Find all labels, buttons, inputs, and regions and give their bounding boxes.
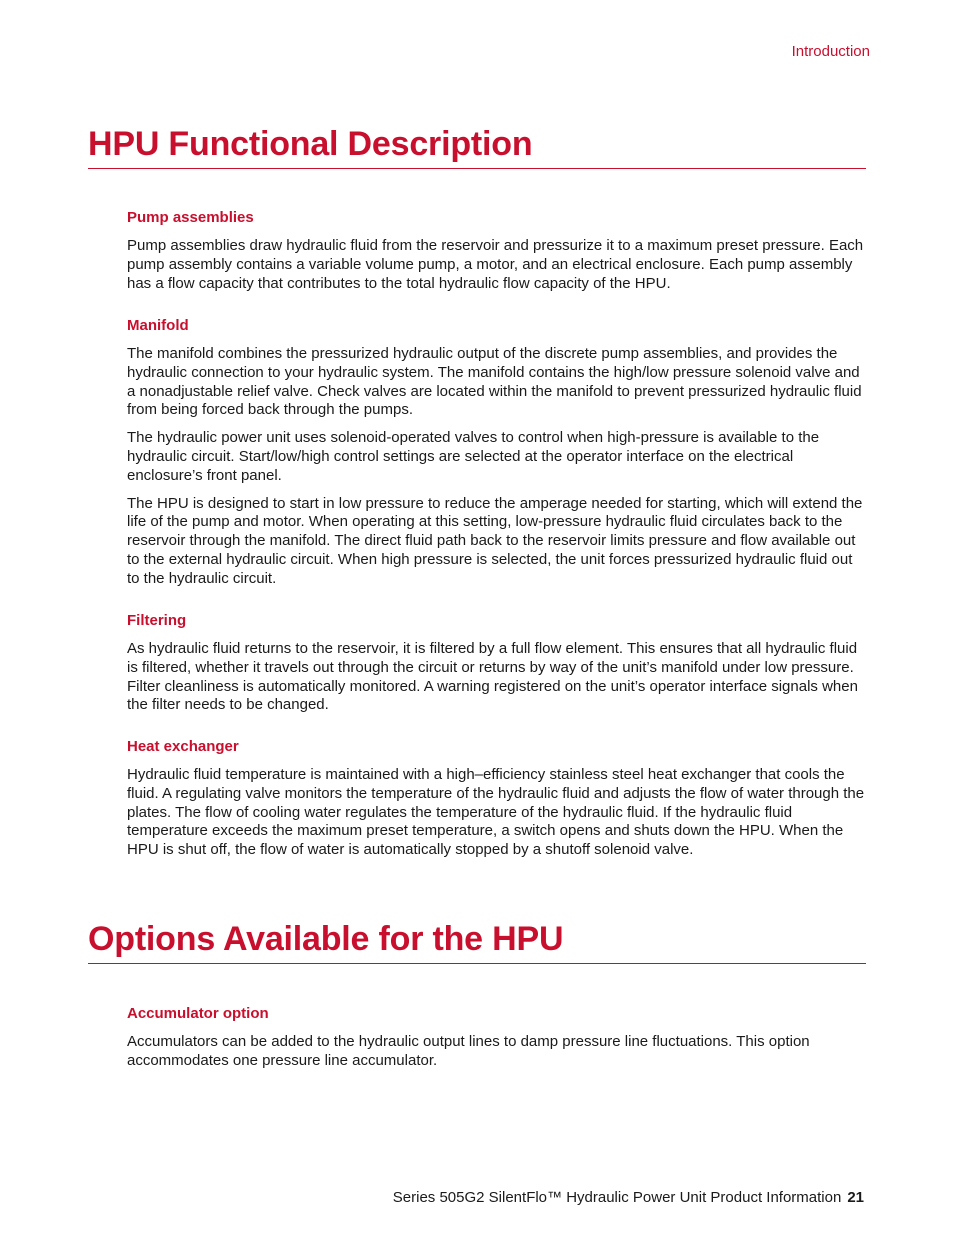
subsection-manifold (127, 317, 867, 598)
paragraph: As hydraulic fluid returns to the reservoir, it is filtered by a full flow element. This ensures that all hydraulic fluid is filtered, whether it travels out through the circuit or returns by way of the unit’s manifold under low pressure. Filter cleanliness is automatically monitored. A warning registered on the unit’s operator interface signals when the filter needs to be changed. (127, 640, 858, 714)
section-title-hpu-functional-description: HPU Functional Description (88, 124, 866, 169)
subsection-heading: Manifold (127, 317, 189, 334)
paragraph: The HPU is designed to start in low pressure to reduce the amperage needed for starting, which will extend the life of the pump and motor. When operating at this setting, low-pressure hydraulic fluid circulates back to the reservoir through the manifold. The direct fluid path back to the reservoir limits pressure and flow available out to the external hydraulic circuit. When high pressure is selected, the unit forces pressurized hydraulic fluid out to the hydraulic circuit. (127, 494, 863, 587)
subsection-accumulator-option (127, 1005, 867, 1080)
subsection-heading: Heat exchanger (127, 738, 239, 755)
paragraph: The hydraulic power unit uses solenoid-operated valves to control when high-pressure is available to the hydraulic circuit. Start/low/high control settings are selected at the operator interface on the electrical enclosure’s front panel. (127, 429, 820, 484)
subsection-heading: Pump assemblies (127, 209, 254, 226)
paragraph: The manifold combines the pressurized hydraulic output of the discrete pump assemblies, and provides the hydraulic connection to your hydraulic system. The manifold contains the high/low pressure solenoid valve and a nonadjustable relief valve. Check valves are located within the manifold to prevent pressurized hydraulic fluid from being forced back through the pumps. (127, 345, 862, 419)
running-head: Introduction (791, 43, 870, 60)
section-title-options-available: Options Available for the HPU (88, 919, 866, 964)
subsection-heading: Accumulator option (127, 1005, 269, 1022)
footer-title: Series 505G2 SilentFlo™ Hydraulic Power Unit Product Information (392, 1189, 842, 1206)
subsection-pump-assemblies (127, 209, 867, 302)
paragraph: Hydraulic fluid temperature is maintained with a high–efficiency stainless steel heat exchanger that cools the fluid. A regulating valve monitors the temperature of the hydraulic fluid and adjusts the flow of water through the plates. The flow of cooling water regulates the temperature of the hydraulic fluid. If the hydraulic fluid temperature exceeds the maximum preset temperature, a switch opens and shuts down the HPU. When the HPU is shut off, the flow of water is automatically stopped by a shutoff solenoid valve. (127, 766, 865, 859)
page-number: 21 (847, 1189, 864, 1206)
subsection-heat-exchanger (127, 738, 867, 869)
subsection-filtering (127, 612, 867, 724)
subsection-heading: Filtering (127, 612, 187, 629)
paragraph: Pump assemblies draw hydraulic fluid from the reservoir and pressurize it to a maximum preset pressure. Each pump assembly contains a variable volume pump, a motor, and an electrical enclosure. Each pump assembly has a flow capacity that contributes to the total hydraulic flow capacity of the HPU. (127, 237, 864, 292)
page-footer (393, 1189, 864, 1206)
paragraph: Accumulators can be added to the hydraulic output lines to damp pressure line fluctuations. This option accommodates one pressure line accumulator. (127, 1033, 810, 1069)
